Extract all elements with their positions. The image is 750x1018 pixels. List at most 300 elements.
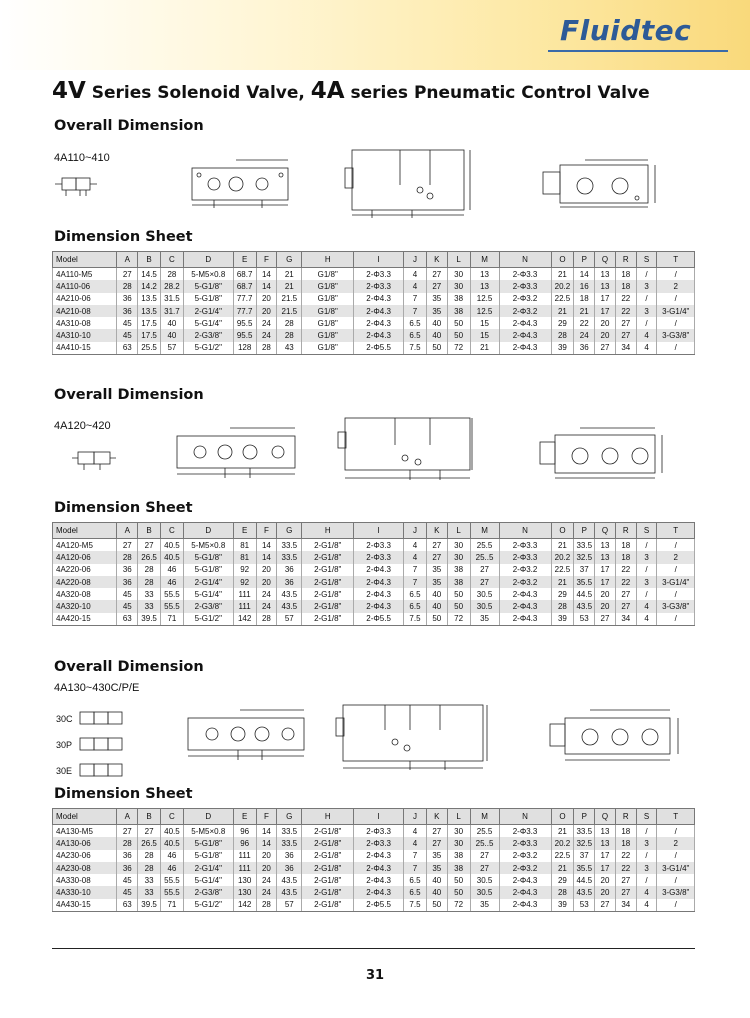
- column-header-model: Model: [53, 523, 117, 539]
- table-cell: 37: [574, 850, 595, 862]
- model-range-label-2: 4A120~420: [54, 420, 111, 432]
- column-header-o: O: [551, 252, 574, 268]
- table-cell: 20: [256, 293, 277, 305]
- table-cell: 4A230-06: [53, 850, 117, 862]
- table-cell: 14: [256, 280, 277, 292]
- table-cell: 2-Φ4.3: [354, 874, 404, 886]
- table-cell: 5-G1/2": [183, 342, 233, 355]
- column-header-q: Q: [595, 523, 616, 539]
- table-cell: 81: [233, 551, 256, 563]
- table-row: [53, 874, 695, 886]
- column-header-l: L: [447, 809, 470, 825]
- table-cell: 27: [426, 539, 447, 552]
- table-cell: 2-Φ5.5: [354, 613, 404, 626]
- column-header-n: N: [499, 523, 551, 539]
- table-cell: 36: [117, 305, 138, 317]
- table-cell: 28: [138, 564, 161, 576]
- table-cell: 40.5: [161, 837, 184, 849]
- table-cell: 20.2: [551, 280, 574, 292]
- table-cell: 14: [256, 825, 277, 838]
- table-cell: 43.5: [277, 588, 302, 600]
- table-cell: 13: [470, 268, 499, 281]
- table-cell: G1/8": [302, 317, 354, 329]
- table-cell: 14.5: [138, 268, 161, 281]
- table-cell: 21: [551, 862, 574, 874]
- column-header-s: S: [636, 809, 657, 825]
- table-cell: 36: [117, 564, 138, 576]
- table-cell: 2-Φ3.3: [354, 837, 404, 849]
- column-header-a: A: [117, 523, 138, 539]
- table-cell: 2-Φ3.3: [499, 837, 551, 849]
- table-cell: 40.5: [161, 825, 184, 838]
- table-cell: 27: [615, 329, 636, 341]
- column-header-l: L: [447, 523, 470, 539]
- table-row: [53, 551, 695, 563]
- table-cell: 2-Φ4.3: [499, 886, 551, 898]
- column-header-r: R: [615, 523, 636, 539]
- table-cell: 26.5: [138, 551, 161, 563]
- table-cell: 2-Φ4.3: [354, 850, 404, 862]
- table-cell: 13: [595, 280, 616, 292]
- table-cell: 2-Φ4.3: [354, 862, 404, 874]
- table-cell: 5-G1/8": [183, 551, 233, 563]
- table-cell: 2-Φ4.3: [354, 886, 404, 898]
- table-cell: 4: [636, 899, 657, 912]
- title-4a: 4A: [310, 78, 345, 104]
- table-cell: 24: [256, 588, 277, 600]
- table-cell: 17: [595, 576, 616, 588]
- table-cell: 20: [256, 862, 277, 874]
- table-cell: 34: [615, 613, 636, 626]
- table-cell: 36: [277, 850, 302, 862]
- table-cell: 4A110-06: [53, 280, 117, 292]
- table-cell: 4A310-08: [53, 317, 117, 329]
- table-cell: 33.5: [277, 551, 302, 563]
- table-cell: 14: [256, 268, 277, 281]
- table-cell: 20: [595, 588, 616, 600]
- table-cell: 30: [447, 268, 470, 281]
- table-cell: 27: [426, 268, 447, 281]
- table-cell: 17.5: [138, 329, 161, 341]
- table-cell: 30.5: [470, 600, 499, 612]
- table-cell: 25.5: [470, 825, 499, 838]
- logo-underline: [548, 50, 728, 52]
- table-row: [53, 293, 695, 305]
- table-row: [53, 305, 695, 317]
- table-cell: 29: [551, 317, 574, 329]
- table-cell: 4: [636, 342, 657, 355]
- table-cell: 95.5: [233, 329, 256, 341]
- table-cell: 27: [595, 613, 616, 626]
- table-cell: 40: [161, 317, 184, 329]
- column-header-p: P: [574, 809, 595, 825]
- dimension-drawing-top-2: [530, 418, 670, 488]
- table-cell: 38: [447, 564, 470, 576]
- table-cell: 36: [117, 862, 138, 874]
- table-cell: 21.5: [277, 305, 302, 317]
- table-cell: 28: [138, 850, 161, 862]
- table-cell: 2-G1/8": [302, 874, 354, 886]
- table-cell: 68.7: [233, 280, 256, 292]
- table-cell: 27: [615, 588, 636, 600]
- table-cell: /: [657, 874, 695, 886]
- table-cell: 55.5: [161, 886, 184, 898]
- table-cell: 2-Φ4.3: [354, 317, 404, 329]
- table-cell: /: [657, 825, 695, 838]
- table-cell: 7: [404, 564, 427, 576]
- table-cell: /: [657, 588, 695, 600]
- table-cell: G1/8": [302, 305, 354, 317]
- table-cell: 27: [615, 874, 636, 886]
- overall-dimension-heading-1: Overall Dimension: [54, 118, 204, 134]
- table-cell: 37: [574, 564, 595, 576]
- table-cell: 92: [233, 564, 256, 576]
- table-cell: 18: [615, 551, 636, 563]
- table-cell: 4A130-06: [53, 837, 117, 849]
- page-title: [52, 78, 650, 104]
- table-cell: 2-G3/8": [183, 886, 233, 898]
- table-cell: 30: [447, 825, 470, 838]
- column-header-i: I: [354, 809, 404, 825]
- table-cell: 2-Φ4.3: [499, 342, 551, 355]
- brand-logo: Fluidtec: [560, 14, 692, 47]
- table-cell: 27: [595, 899, 616, 912]
- table-cell: 18: [615, 539, 636, 552]
- table-cell: /: [657, 899, 695, 912]
- column-header-t: T: [657, 809, 695, 825]
- column-header-p: P: [574, 523, 595, 539]
- table-cell: 7: [404, 293, 427, 305]
- column-header-d: D: [183, 523, 233, 539]
- table-cell: 2-Φ3.3: [354, 280, 404, 292]
- column-header-n: N: [499, 809, 551, 825]
- model-range-label-3: 4A130~430C/P/E: [54, 682, 140, 694]
- table-cell: 21: [551, 268, 574, 281]
- valve-symbol-2: [70, 446, 130, 474]
- table-cell: 16: [574, 280, 595, 292]
- table-row: [53, 899, 695, 912]
- table-cell: 111: [233, 862, 256, 874]
- table-cell: 2-G1/8": [302, 825, 354, 838]
- table-cell: 35: [426, 305, 447, 317]
- table-cell: 30.5: [470, 874, 499, 886]
- table-cell: 33: [138, 886, 161, 898]
- table-cell: 28: [256, 899, 277, 912]
- table-cell: 50: [447, 588, 470, 600]
- table-cell: 5-G1/2": [183, 613, 233, 626]
- table-cell: 25.5: [138, 342, 161, 355]
- table-cell: 35: [426, 862, 447, 874]
- table-cell: 13: [595, 539, 616, 552]
- table-cell: 6.5: [404, 600, 427, 612]
- table-cell: 14: [256, 837, 277, 849]
- table-cell: 71: [161, 613, 184, 626]
- table-cell: 17: [595, 293, 616, 305]
- table-cell: 22: [615, 305, 636, 317]
- table-cell: 39.5: [138, 613, 161, 626]
- table-cell: 21: [551, 825, 574, 838]
- table-cell: 2-G1/8": [302, 899, 354, 912]
- table-row: [53, 342, 695, 355]
- column-header-j: J: [404, 523, 427, 539]
- column-header-e: E: [233, 809, 256, 825]
- table-cell: 35: [426, 564, 447, 576]
- table-cell: 13: [595, 825, 616, 838]
- table-cell: 21.5: [277, 293, 302, 305]
- table-cell: 27: [117, 268, 138, 281]
- table-cell: /: [636, 588, 657, 600]
- overall-dimension-heading-3: Overall Dimension: [54, 659, 204, 675]
- table-cell: 20.2: [551, 551, 574, 563]
- table-cell: 4A120-06: [53, 551, 117, 563]
- table-cell: 4A310-10: [53, 329, 117, 341]
- table-cell: 21: [470, 342, 499, 355]
- table-cell: 2: [657, 837, 695, 849]
- table-cell: 2-Φ3.2: [499, 305, 551, 317]
- table-cell: /: [657, 268, 695, 281]
- table-cell: 3: [636, 862, 657, 874]
- table-cell: 27: [615, 886, 636, 898]
- table-cell: 2-Φ3.2: [499, 850, 551, 862]
- table-cell: 40: [426, 886, 447, 898]
- table-cell: 28: [277, 317, 302, 329]
- table-cell: 5-G1/8": [183, 280, 233, 292]
- table-cell: 5-G1/2": [183, 899, 233, 912]
- valve-variant-label: 30E: [56, 766, 73, 776]
- column-header-t: T: [657, 252, 695, 268]
- table-cell: 31.5: [161, 293, 184, 305]
- valve-variant-label: 30P: [56, 740, 73, 750]
- column-header-model: Model: [53, 809, 117, 825]
- table-cell: 2-G1/4": [183, 305, 233, 317]
- table-cell: 24: [256, 874, 277, 886]
- table-cell: 2-Φ3.2: [499, 576, 551, 588]
- table-cell: 2-G1/8": [302, 588, 354, 600]
- valve-symbol-1: [54, 172, 124, 202]
- table-cell: 4: [404, 837, 427, 849]
- table-cell: 2-G1/8": [302, 564, 354, 576]
- table-cell: 7: [404, 576, 427, 588]
- column-header-o: O: [551, 809, 574, 825]
- table-cell: 96: [233, 837, 256, 849]
- table-cell: 25.5: [470, 539, 499, 552]
- table-cell: 24: [256, 317, 277, 329]
- table-cell: 27: [138, 825, 161, 838]
- table-cell: 30.5: [470, 588, 499, 600]
- table-cell: 3-G3/8": [657, 886, 695, 898]
- table-cell: 28: [277, 329, 302, 341]
- table-cell: G1/8": [302, 293, 354, 305]
- table-cell: 43.5: [277, 600, 302, 612]
- dimension-sheet-heading-2: Dimension Sheet: [54, 500, 193, 516]
- table-cell: 53: [574, 899, 595, 912]
- table-cell: 29: [551, 588, 574, 600]
- table-cell: 2-Φ3.3: [354, 825, 404, 838]
- table-cell: 40.5: [161, 551, 184, 563]
- column-header-g: G: [277, 809, 302, 825]
- table-cell: 45: [117, 874, 138, 886]
- table-cell: 4A120-M5: [53, 539, 117, 552]
- table-cell: 20: [595, 329, 616, 341]
- table-cell: 33.5: [277, 837, 302, 849]
- table-cell: 2-G1/4": [183, 862, 233, 874]
- table-cell: 2-Φ4.3: [499, 613, 551, 626]
- dimension-sheet-heading-1: Dimension Sheet: [54, 229, 193, 245]
- column-header-k: K: [426, 523, 447, 539]
- table-cell: 130: [233, 886, 256, 898]
- table-cell: 27: [470, 576, 499, 588]
- table-cell: 30: [447, 539, 470, 552]
- table-cell: 2-G1/8": [302, 886, 354, 898]
- table-cell: 33: [138, 874, 161, 886]
- table-cell: 34: [615, 342, 636, 355]
- table-cell: 81: [233, 539, 256, 552]
- table-cell: 32.5: [574, 837, 595, 849]
- table-cell: 46: [161, 850, 184, 862]
- column-header-m: M: [470, 809, 499, 825]
- table-cell: 24: [574, 329, 595, 341]
- table-cell: 45: [117, 600, 138, 612]
- table-cell: 2-Φ3.2: [499, 862, 551, 874]
- table-cell: 4A420-15: [53, 613, 117, 626]
- table-row: [53, 317, 695, 329]
- table-cell: 20: [256, 850, 277, 862]
- table-cell: 2-Φ3.3: [354, 268, 404, 281]
- table-cell: 28: [551, 886, 574, 898]
- table-cell: 12.5: [470, 305, 499, 317]
- table-cell: 17: [595, 850, 616, 862]
- table-cell: 46: [161, 564, 184, 576]
- table-cell: 2-G1/8": [302, 551, 354, 563]
- table-cell: /: [657, 317, 695, 329]
- dimension-drawing-front-1: [180, 150, 300, 220]
- table-cell: G1/8": [302, 342, 354, 355]
- table-cell: 50: [447, 874, 470, 886]
- table-cell: 13: [595, 837, 616, 849]
- dimension-sheet-heading-3: Dimension Sheet: [54, 786, 193, 802]
- table-cell: 3-G3/8": [657, 329, 695, 341]
- table-cell: 2-Φ4.3: [499, 317, 551, 329]
- table-cell: 45: [117, 329, 138, 341]
- table-cell: 24: [256, 329, 277, 341]
- table-cell: 20: [595, 317, 616, 329]
- table-cell: 3-G1/4": [657, 305, 695, 317]
- table-cell: 36: [117, 850, 138, 862]
- table-row: [53, 576, 695, 588]
- title-part-2: Series Solenoid Valve,: [85, 83, 311, 103]
- table-cell: 21: [551, 576, 574, 588]
- table-cell: 3-G3/8": [657, 600, 695, 612]
- table-cell: 21: [551, 305, 574, 317]
- table-cell: 3: [636, 576, 657, 588]
- table-cell: 33.5: [277, 539, 302, 552]
- table-cell: 44.5: [574, 588, 595, 600]
- table-cell: /: [657, 564, 695, 576]
- table-row: [53, 564, 695, 576]
- table-cell: 20.2: [551, 837, 574, 849]
- column-header-a: A: [117, 252, 138, 268]
- table-cell: 2-Φ4.3: [499, 329, 551, 341]
- table-cell: 4A220-06: [53, 564, 117, 576]
- table-cell: 4A410-15: [53, 342, 117, 355]
- table-row: [53, 600, 695, 612]
- table-cell: 2-Φ4.3: [354, 305, 404, 317]
- table-cell: /: [657, 613, 695, 626]
- table-row: [53, 280, 695, 292]
- table-row: [53, 862, 695, 874]
- table-cell: 55.5: [161, 588, 184, 600]
- table-cell: 22.5: [551, 293, 574, 305]
- table-cell: 4A330-10: [53, 886, 117, 898]
- table-cell: 7.5: [404, 342, 427, 355]
- table-cell: 36: [277, 576, 302, 588]
- table-cell: 50: [426, 342, 447, 355]
- footer-rule: [52, 948, 695, 949]
- table-cell: 4A220-08: [53, 576, 117, 588]
- column-header-b: B: [138, 252, 161, 268]
- table-cell: 128: [233, 342, 256, 355]
- table-cell: 4: [404, 280, 427, 292]
- table-cell: 27: [595, 342, 616, 355]
- table-cell: 36: [117, 293, 138, 305]
- table-cell: 2: [657, 551, 695, 563]
- table-cell: 33: [138, 600, 161, 612]
- table-cell: 2-Φ4.3: [354, 588, 404, 600]
- table-cell: 20: [595, 600, 616, 612]
- table-cell: 4A230-08: [53, 862, 117, 874]
- table-cell: 22: [615, 850, 636, 862]
- table-cell: 2-Φ3.3: [354, 539, 404, 552]
- table-cell: 35: [426, 850, 447, 862]
- column-header-o: O: [551, 523, 574, 539]
- table-cell: 27: [615, 317, 636, 329]
- table-cell: 7.5: [404, 899, 427, 912]
- table-cell: 5-G1/8": [183, 837, 233, 849]
- table-cell: 39.5: [138, 899, 161, 912]
- table-cell: 27: [117, 825, 138, 838]
- table-cell: 50: [447, 886, 470, 898]
- table-cell: 27: [117, 539, 138, 552]
- column-header-c: C: [161, 523, 184, 539]
- column-header-k: K: [426, 252, 447, 268]
- table-cell: 4A210-08: [53, 305, 117, 317]
- table-cell: 72: [447, 899, 470, 912]
- table-cell: 2-Φ4.3: [354, 329, 404, 341]
- table-row: [53, 850, 695, 862]
- table-cell: 18: [615, 837, 636, 849]
- table-cell: /: [636, 825, 657, 838]
- table-cell: 44.5: [574, 874, 595, 886]
- table-cell: 2-G1/8": [302, 600, 354, 612]
- table-cell: 20: [256, 564, 277, 576]
- table-cell: 43.5: [277, 886, 302, 898]
- table-cell: 55.5: [161, 600, 184, 612]
- table-cell: 111: [233, 588, 256, 600]
- overall-dimension-heading-2: Overall Dimension: [54, 387, 204, 403]
- table-cell: 2-G1/4": [183, 576, 233, 588]
- table-cell: 28: [551, 329, 574, 341]
- table-row: [53, 329, 695, 341]
- table-cell: 31.7: [161, 305, 184, 317]
- dimension-drawing-side-2: [335, 400, 495, 485]
- table-cell: 21: [574, 305, 595, 317]
- table-cell: 4: [636, 329, 657, 341]
- table-cell: 4A430-15: [53, 899, 117, 912]
- column-header-h: H: [302, 252, 354, 268]
- table-cell: 4: [404, 825, 427, 838]
- table-cell: 39: [551, 613, 574, 626]
- table-cell: 28: [138, 862, 161, 874]
